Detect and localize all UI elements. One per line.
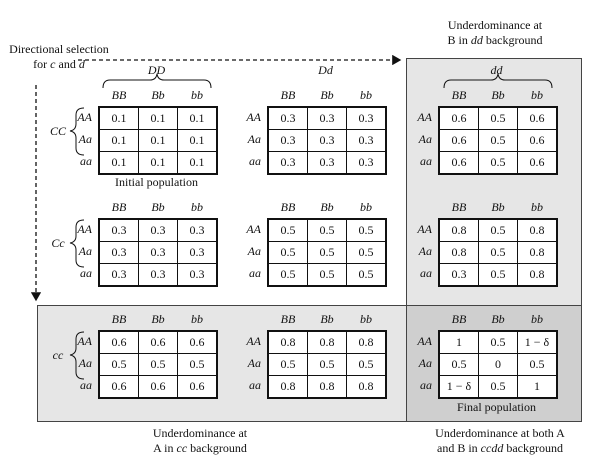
grid-cell: 0.8: [439, 219, 479, 242]
table-row: [268, 107, 386, 130]
table-row: [268, 152, 386, 175]
col-header-Bb: Bb: [151, 200, 165, 214]
row-header-aa: aa: [420, 266, 432, 280]
grid-cell: 0.1: [178, 107, 218, 130]
grid-cell: 0.5: [479, 376, 518, 399]
row-header-aa: aa: [249, 266, 261, 280]
table-row: [268, 376, 386, 399]
table-row: [268, 264, 386, 287]
col-header-bb: bb: [531, 200, 543, 214]
col-header-BB: BB: [280, 312, 296, 326]
row-header-AA: AA: [417, 222, 432, 236]
grid-cell: 0.5: [347, 219, 387, 242]
col-header-Bb: Bb: [320, 88, 334, 102]
bottom-left-annotation: Underdominance at A in cc background: [152, 426, 248, 455]
grid-cell: 0.5: [178, 354, 218, 376]
grid-cell: 0.5: [268, 242, 308, 264]
grid-cell: 0.8: [308, 376, 347, 399]
row-header-aa: aa: [249, 154, 261, 168]
grid-cell: 0.8: [268, 376, 308, 399]
grid-cell: 0.3: [99, 219, 139, 242]
grid-cell: 0.3: [268, 130, 308, 152]
grid-cell: 0.6: [178, 376, 218, 399]
col-header-BB: BB: [451, 88, 467, 102]
grid-cell: 1: [518, 376, 558, 399]
row-header-AA: AA: [77, 334, 92, 348]
col-header-BB: BB: [280, 88, 296, 102]
table-row: [99, 107, 217, 130]
table-row: [99, 331, 217, 354]
grid-cell: 0.6: [99, 331, 139, 354]
row-header-Aa: Aa: [247, 356, 261, 370]
table-row: [439, 107, 557, 130]
row-header-aa: aa: [80, 154, 92, 168]
grid-cc_dd: [438, 330, 558, 399]
table-row: [268, 219, 386, 242]
grid-Cc_Dd: [267, 218, 387, 287]
table-row: [439, 130, 557, 152]
col-header-BB: BB: [111, 200, 127, 214]
col-group-dd: dd: [490, 63, 503, 77]
col-header-Bb: Bb: [151, 312, 165, 326]
top-right-annotation: Underdominance at B in dd background: [447, 18, 543, 47]
grid-cell: 0.1: [99, 152, 139, 175]
row-header-aa: aa: [420, 378, 432, 392]
row-header-Aa: Aa: [418, 132, 432, 146]
grid-cell: 0.5: [268, 219, 308, 242]
table-row: [268, 130, 386, 152]
row-group-Cc: Cc: [51, 236, 65, 250]
grid-cell: 0.3: [347, 107, 387, 130]
row-header-Aa: Aa: [418, 356, 432, 370]
table-row: [99, 219, 217, 242]
grid-cell: 0.3: [308, 107, 347, 130]
grid-CC_Dd: [267, 106, 387, 175]
grid-cell: 0.1: [178, 130, 218, 152]
grid-cell: 0.1: [178, 152, 218, 175]
grid-cell: 0.5: [479, 242, 518, 264]
grid-cell: 0.5: [308, 242, 347, 264]
grid-cell: 0.5: [347, 354, 387, 376]
table-row: [439, 152, 557, 175]
brace-dd: [444, 74, 552, 88]
grid-cell: 0.1: [99, 130, 139, 152]
grid-cell: 0.5: [479, 331, 518, 354]
grid-cell: 0.6: [439, 107, 479, 130]
grid-cell: 0.8: [347, 331, 387, 354]
grid-cell: 0.6: [99, 376, 139, 399]
grid-cell: 0.6: [518, 130, 558, 152]
col-header-bb: bb: [191, 312, 203, 326]
grid-cell: 0.8: [518, 264, 558, 287]
grid-cell: 0.8: [308, 331, 347, 354]
grid-cell: 0.6: [518, 107, 558, 130]
table-row: [99, 242, 217, 264]
row-header-AA: AA: [417, 110, 432, 124]
row-header-Aa: Aa: [78, 132, 92, 146]
col-header-BB: BB: [111, 312, 127, 326]
col-header-bb: bb: [360, 88, 372, 102]
table-row: [268, 354, 386, 376]
table-row: [99, 376, 217, 399]
row-header-aa: aa: [249, 378, 261, 392]
grid-cell: 0.5: [268, 354, 308, 376]
grid-cell: 0.8: [518, 219, 558, 242]
grid-cell: 0.3: [178, 242, 218, 264]
table-row: [439, 264, 557, 287]
grid-cc_Dd: [267, 330, 387, 399]
bottom-right-annotation: Underdominance at both A and B in ccdd background: [435, 426, 565, 455]
grid-cell: 0.5: [308, 354, 347, 376]
grid-cell: 1: [439, 331, 479, 354]
grid-CC_dd: [438, 106, 558, 175]
brace-DD: [103, 74, 211, 88]
grid-cell: 0.8: [347, 376, 387, 399]
grid-cell: 0.5: [99, 354, 139, 376]
col-header-Bb: Bb: [151, 88, 165, 102]
row-header-Aa: Aa: [247, 132, 261, 146]
grid-cell: 0.3: [139, 219, 178, 242]
row-header-AA: AA: [77, 222, 92, 236]
grid-cell: 0.8: [439, 242, 479, 264]
grid-cell: 0.1: [99, 107, 139, 130]
row-group-cc: cc: [52, 348, 64, 362]
table-row: [268, 331, 386, 354]
col-header-bb: bb: [531, 88, 543, 102]
table-row: [99, 354, 217, 376]
table-row: [99, 152, 217, 175]
grid-cell: 0.5: [139, 354, 178, 376]
col-header-bb: bb: [531, 312, 543, 326]
col-header-Bb: Bb: [320, 200, 334, 214]
col-group-DD: DD: [147, 63, 166, 77]
row-header-Aa: Aa: [78, 356, 92, 370]
grid-cell: 0.3: [99, 242, 139, 264]
table-row: [439, 354, 557, 376]
grid-cell: 0.6: [518, 152, 558, 175]
grid-cell: 0.3: [99, 264, 139, 287]
col-header-Bb: Bb: [320, 312, 334, 326]
grid-cell: 0.3: [178, 219, 218, 242]
grid-cell: 0.3: [347, 130, 387, 152]
grid-cell: 0.3: [139, 242, 178, 264]
initial-population-caption: Initial population: [115, 175, 198, 189]
grid-cell: 0.3: [347, 152, 387, 175]
row-header-AA: AA: [77, 110, 92, 124]
grid-cc_DD: [98, 330, 218, 399]
grid-cell: 0.5: [479, 264, 518, 287]
final-population-caption: Final population: [457, 400, 536, 414]
grid-cell: 0.5: [479, 130, 518, 152]
row-header-AA: AA: [246, 110, 261, 124]
col-header-Bb: Bb: [491, 200, 505, 214]
grid-cell: 0.6: [139, 331, 178, 354]
table-row: [439, 376, 557, 399]
grid-cell: 0.5: [347, 264, 387, 287]
row-header-AA: AA: [246, 334, 261, 348]
table-row: [268, 242, 386, 264]
grid-cell: 0.5: [347, 242, 387, 264]
grid-cell: 0.5: [518, 354, 558, 376]
grid-cell: 1 − δ: [439, 376, 479, 399]
grid-cell: 0.1: [139, 152, 178, 175]
grid-cell: 0.3: [139, 264, 178, 287]
table-row: [439, 242, 557, 264]
table-row: [99, 130, 217, 152]
col-header-BB: BB: [111, 88, 127, 102]
grid-Cc_DD: [98, 218, 218, 287]
grid-cell: 1 − δ: [518, 331, 558, 354]
row-header-Aa: Aa: [247, 244, 261, 258]
grid-cell: 0.3: [268, 107, 308, 130]
grid-Cc_dd: [438, 218, 558, 287]
table-row: [439, 219, 557, 242]
col-header-BB: BB: [451, 312, 467, 326]
grid-cell: 0.6: [439, 152, 479, 175]
row-header-AA: AA: [417, 334, 432, 348]
grid-cell: 0.5: [439, 354, 479, 376]
row-header-aa: aa: [80, 266, 92, 280]
row-header-Aa: Aa: [78, 244, 92, 258]
col-header-bb: bb: [191, 200, 203, 214]
grid-CC_DD: [98, 106, 218, 175]
grid-cell: 0.8: [268, 331, 308, 354]
grid-cell: 0.1: [139, 130, 178, 152]
grid-cell: 0.5: [479, 107, 518, 130]
col-header-bb: bb: [191, 88, 203, 102]
col-header-bb: bb: [360, 200, 372, 214]
grid-cell: 0.3: [268, 152, 308, 175]
col-header-BB: BB: [451, 200, 467, 214]
row-header-Aa: Aa: [418, 244, 432, 258]
col-header-bb: bb: [360, 312, 372, 326]
table-row: [439, 331, 557, 354]
grid-cell: 0.8: [518, 242, 558, 264]
grid-cell: 0.3: [308, 152, 347, 175]
grid-cell: 0.5: [308, 219, 347, 242]
grid-cell: 0.3: [178, 264, 218, 287]
table-row: [99, 264, 217, 287]
grid-cell: 0.5: [268, 264, 308, 287]
directional-selection-label: Directional selection for c and d: [9, 42, 109, 71]
grid-cell: 0.1: [139, 107, 178, 130]
col-header-BB: BB: [280, 200, 296, 214]
row-header-aa: aa: [80, 378, 92, 392]
grid-cell: 0.5: [479, 219, 518, 242]
col-header-Bb: Bb: [491, 312, 505, 326]
col-header-Bb: Bb: [491, 88, 505, 102]
grid-cell: 0.6: [178, 331, 218, 354]
grid-cell: 0.5: [308, 264, 347, 287]
row-header-AA: AA: [246, 222, 261, 236]
row-header-aa: aa: [420, 154, 432, 168]
grid-cell: 0.3: [308, 130, 347, 152]
grid-cell: 0.6: [439, 130, 479, 152]
grid-cell: 0.6: [139, 376, 178, 399]
row-group-CC: CC: [49, 124, 66, 138]
col-group-Dd: Dd: [318, 63, 333, 77]
grid-cell: 0.3: [439, 264, 479, 287]
grid-cell: 0.5: [479, 152, 518, 175]
grid-cell: 0: [479, 354, 518, 376]
